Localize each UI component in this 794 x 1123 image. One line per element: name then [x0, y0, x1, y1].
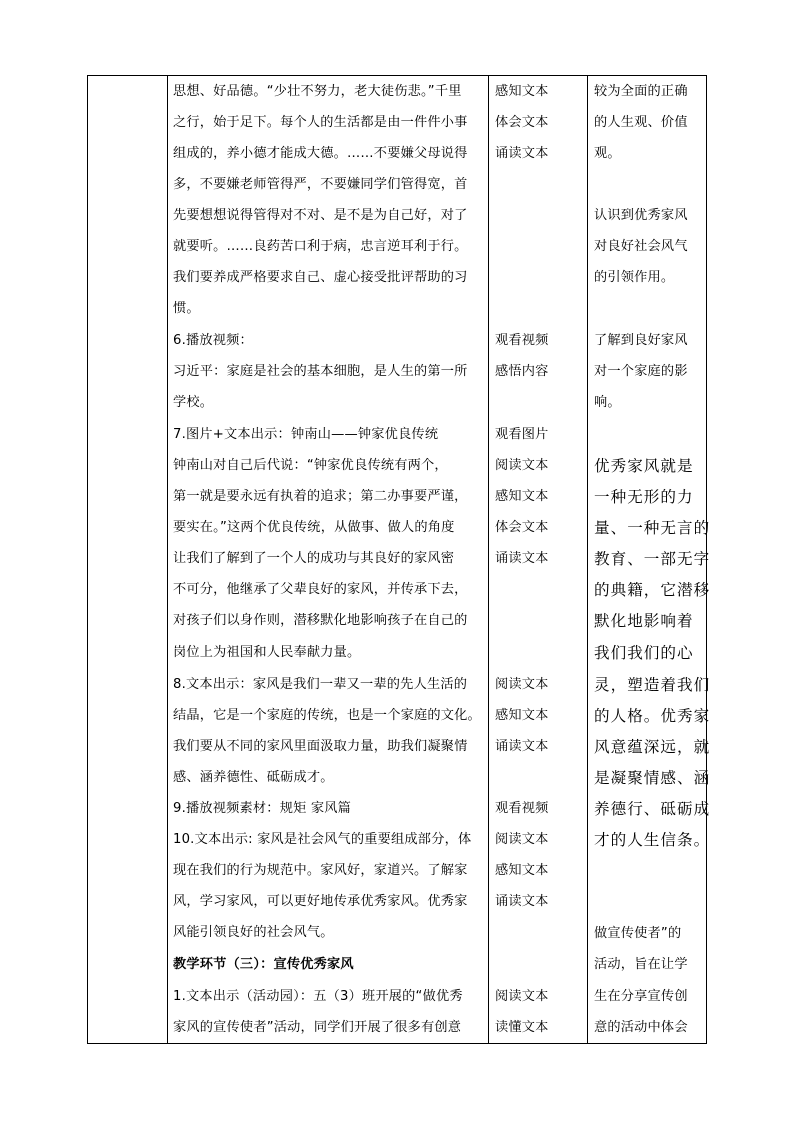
activity-item: 感知文本: [495, 708, 549, 723]
column-divider-3: [587, 75, 588, 1044]
content-line: 习近平：家庭是社会的基本细胞，是人生的第一所: [173, 364, 468, 379]
activity-item: 观看视频: [495, 801, 549, 816]
activity-item: 阅读文本: [495, 677, 549, 692]
activity-item: 阅读文本: [495, 458, 549, 473]
intent-line: 的引领作用。: [594, 270, 675, 285]
content-line: 风，学习家风，可以更好地传承优秀家风。优秀家: [173, 894, 468, 909]
content-line: 10.文本出示: 家风是社会风气的重要组成部分，体: [173, 832, 472, 847]
intent-line: 灵，塑造着我们: [594, 676, 711, 694]
intent-line: 对良好社会风气: [594, 239, 688, 254]
column-divider-2: [488, 75, 489, 1044]
content-line: 就要听。……良药苦口利于病，忠言逆耳利于行。: [173, 239, 468, 254]
intent-line: 较为全面的正确: [594, 84, 688, 99]
content-line: 6.播放视频：: [173, 333, 253, 348]
activity-item: 感悟内容: [495, 364, 549, 379]
activity-item: 观看视频: [495, 333, 549, 348]
content-line: 先要想想说得管得对不对、是不是为自己好，对了: [173, 208, 468, 223]
intent-line: 的人生观、价值: [594, 115, 688, 130]
intent-line: 的典籍，它潜移: [594, 581, 711, 599]
intent-line: 优秀家风就是: [594, 457, 694, 475]
content-line: 要实在。”这两个优良传统，从做事、做人的角度: [173, 520, 455, 535]
content-line: 我们要养成严格要求自己、虚心接受批评帮助的习: [173, 270, 468, 285]
content-line: 9.播放视频素材：规矩 家风篇: [173, 801, 352, 816]
activity-item: 体会文本: [495, 520, 549, 535]
intent-line: 活动，旨在让学: [594, 957, 688, 972]
content-line: 结晶，它是一个家庭的传统，也是一个家庭的文化。: [173, 708, 481, 723]
content-line: 组成的，养小德才能成大德。……不要嫌父母说得: [173, 146, 468, 161]
activity-item: 感知文本: [495, 489, 549, 504]
intent-line: 意的活动中体会: [594, 1020, 688, 1035]
content-line: 学校。: [173, 395, 214, 410]
intent-line: 做宣传使者”的: [594, 926, 682, 941]
table-border-bottom: [87, 1043, 707, 1044]
table-column-section: [88, 76, 167, 1043]
content-line: 让我们了解到了一个人的成功与其良好的家风密: [173, 551, 455, 566]
intent-line: 生在分享宣传创: [594, 989, 688, 1004]
activity-item: 诵读文本: [495, 551, 549, 566]
activity-item: 诵读文本: [495, 739, 549, 754]
activity-item: 观看图片: [495, 427, 549, 442]
content-line: 多，不要嫌老师管得严，不要嫌同学们管得宽，首: [173, 177, 468, 192]
activity-item: 诵读文本: [495, 146, 549, 161]
content-line: 感、涵养德性、砥砺成才。: [173, 770, 334, 785]
activity-item: 阅读文本: [495, 832, 549, 847]
intent-line: 是凝聚情感、涵: [594, 769, 711, 787]
intent-line: 了解到良好家风: [594, 333, 688, 348]
activity-item: 体会文本: [495, 115, 549, 130]
activity-item: 阅读文本: [495, 989, 549, 1004]
intent-line: 养德行、砥砺成: [594, 800, 711, 818]
intent-line: 教育、一部无字: [594, 550, 711, 568]
content-line: 钟南山对自己后代说：“钟家优良传统有两个，: [173, 458, 448, 473]
intent-line: 一种无形的力: [594, 488, 694, 506]
content-line: 7.图片+文本出示：钟南山——钟家优良传统: [173, 427, 439, 442]
content-line: 我们要从不同的家风里面汲取力量，助我们凝聚情: [173, 739, 468, 754]
content-line: 家风的宣传使者”活动，同学们开展了很多有创意: [173, 1020, 462, 1035]
content-line: 之行，始于足下。每个人的生活都是由一件件小事: [173, 115, 468, 130]
section-heading: 教学环节（三）：宣传优秀家风: [173, 957, 354, 972]
intent-line: 响。: [594, 395, 621, 410]
content-line: 惯。: [173, 301, 200, 316]
intent-line: 认识到优秀家风: [594, 208, 688, 223]
content-line: 不可分，他继承了父辈良好的家风，并传承下去，: [173, 582, 468, 597]
content-line: 现在我们的行为规范中。家风好，家道兴。了解家: [173, 863, 468, 878]
intent-line: 观。: [594, 146, 621, 161]
content-line: 思想、好品德。“少壮不努力，老大徒伤悲。”千里: [173, 84, 462, 99]
content-line: 岗位上为祖国和人民奉献力量。: [173, 645, 361, 660]
intent-line: 对一个家庭的影: [594, 364, 688, 379]
activity-item: 读懂文本: [495, 1020, 549, 1035]
intent-line: 默化地影响着: [594, 612, 694, 630]
activity-item: 感知文本: [495, 863, 549, 878]
activity-item: 感知文本: [495, 84, 549, 99]
intent-line: 才的人生信条。: [594, 831, 711, 849]
intent-line: 的人格。优秀家: [594, 707, 711, 725]
intent-line: 风意蕴深远，就: [594, 738, 711, 756]
content-line: 第一就是要永远有执着的追求；第二办事要严谨，: [173, 489, 468, 504]
activity-item: 诵读文本: [495, 894, 549, 909]
content-line: 风能引领良好的社会风气。: [173, 925, 334, 940]
column-divider-1: [167, 75, 168, 1044]
intent-line: 量、一种无言的: [594, 519, 711, 537]
intent-line: 我们我们的心: [594, 644, 694, 662]
table-border-top: [87, 75, 707, 76]
content-line: 对孩子们以身作则，潜移默化地影响孩子在自己的: [173, 613, 468, 628]
content-line: 8.文本出示：家风是我们一辈又一辈的先人生活的: [173, 677, 468, 692]
content-line: 1.文本出示（活动园）：五（3）班开展的“做优秀: [173, 989, 463, 1004]
